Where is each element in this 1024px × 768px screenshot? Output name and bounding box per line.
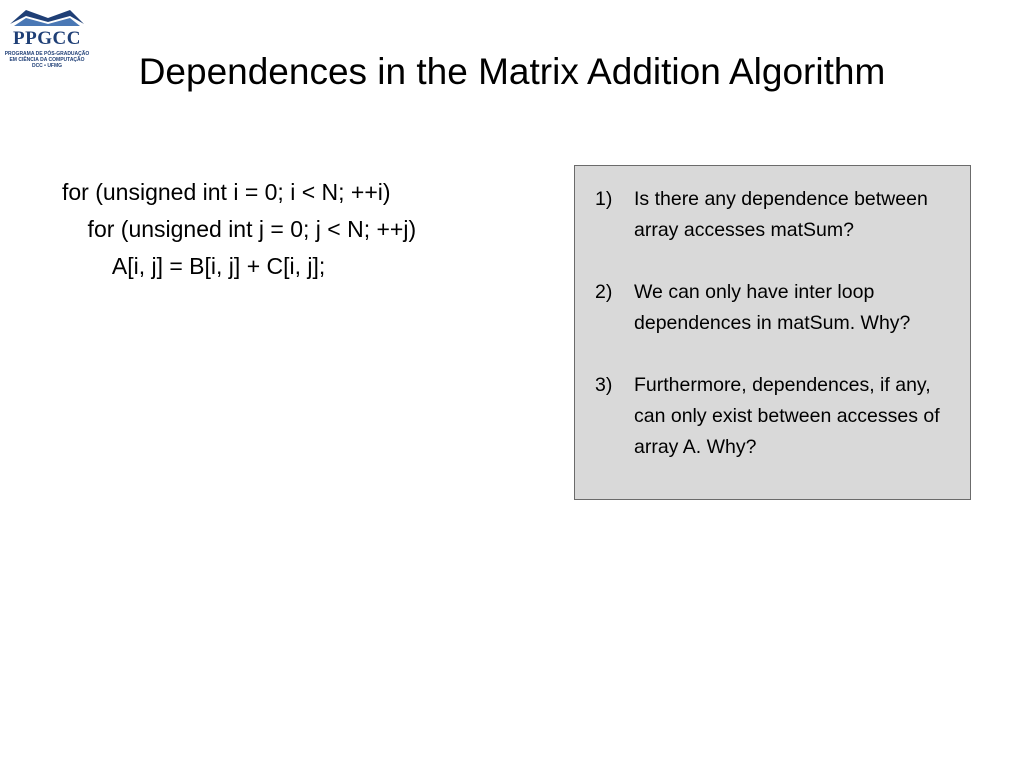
logo-line-3: DCC • UFMG (31, 63, 63, 69)
code-line-1: for (unsigned int i = 0; i < N; ++i) (62, 179, 391, 205)
question-text: Is there any dependence between array accesses matSum? (634, 188, 928, 241)
question-number: 2) (595, 281, 613, 303)
question-text: We can only have inter loop dependences in matSum. Why? (634, 281, 911, 334)
logo-name: PPGCC (13, 28, 81, 49)
questions-box (574, 165, 971, 500)
logo-line-2: EM CIÊNCIA DA COMPUTAÇÃO (9, 57, 85, 63)
logo-line-1: PROGRAMA DE PÓS-GRADUAÇÃO (4, 51, 90, 57)
code-block (62, 174, 416, 285)
question-number: 1) (595, 188, 613, 210)
slide-title: Dependences in the Matrix Addition Algorithm (138, 51, 886, 92)
code-line-3: A[i, j] = B[i, j] + C[i, j]; (62, 253, 326, 279)
question-item (595, 370, 965, 463)
question-text: Furthermore, dependences, if any, can only exist between accesses of array A. Why? (634, 374, 940, 458)
code-line-2: for (unsigned int j = 0; j < N; ++j) (62, 216, 417, 242)
question-number: 3) (595, 374, 613, 396)
questions-list (595, 184, 965, 494)
question-item (595, 277, 965, 339)
question-item (595, 184, 965, 246)
